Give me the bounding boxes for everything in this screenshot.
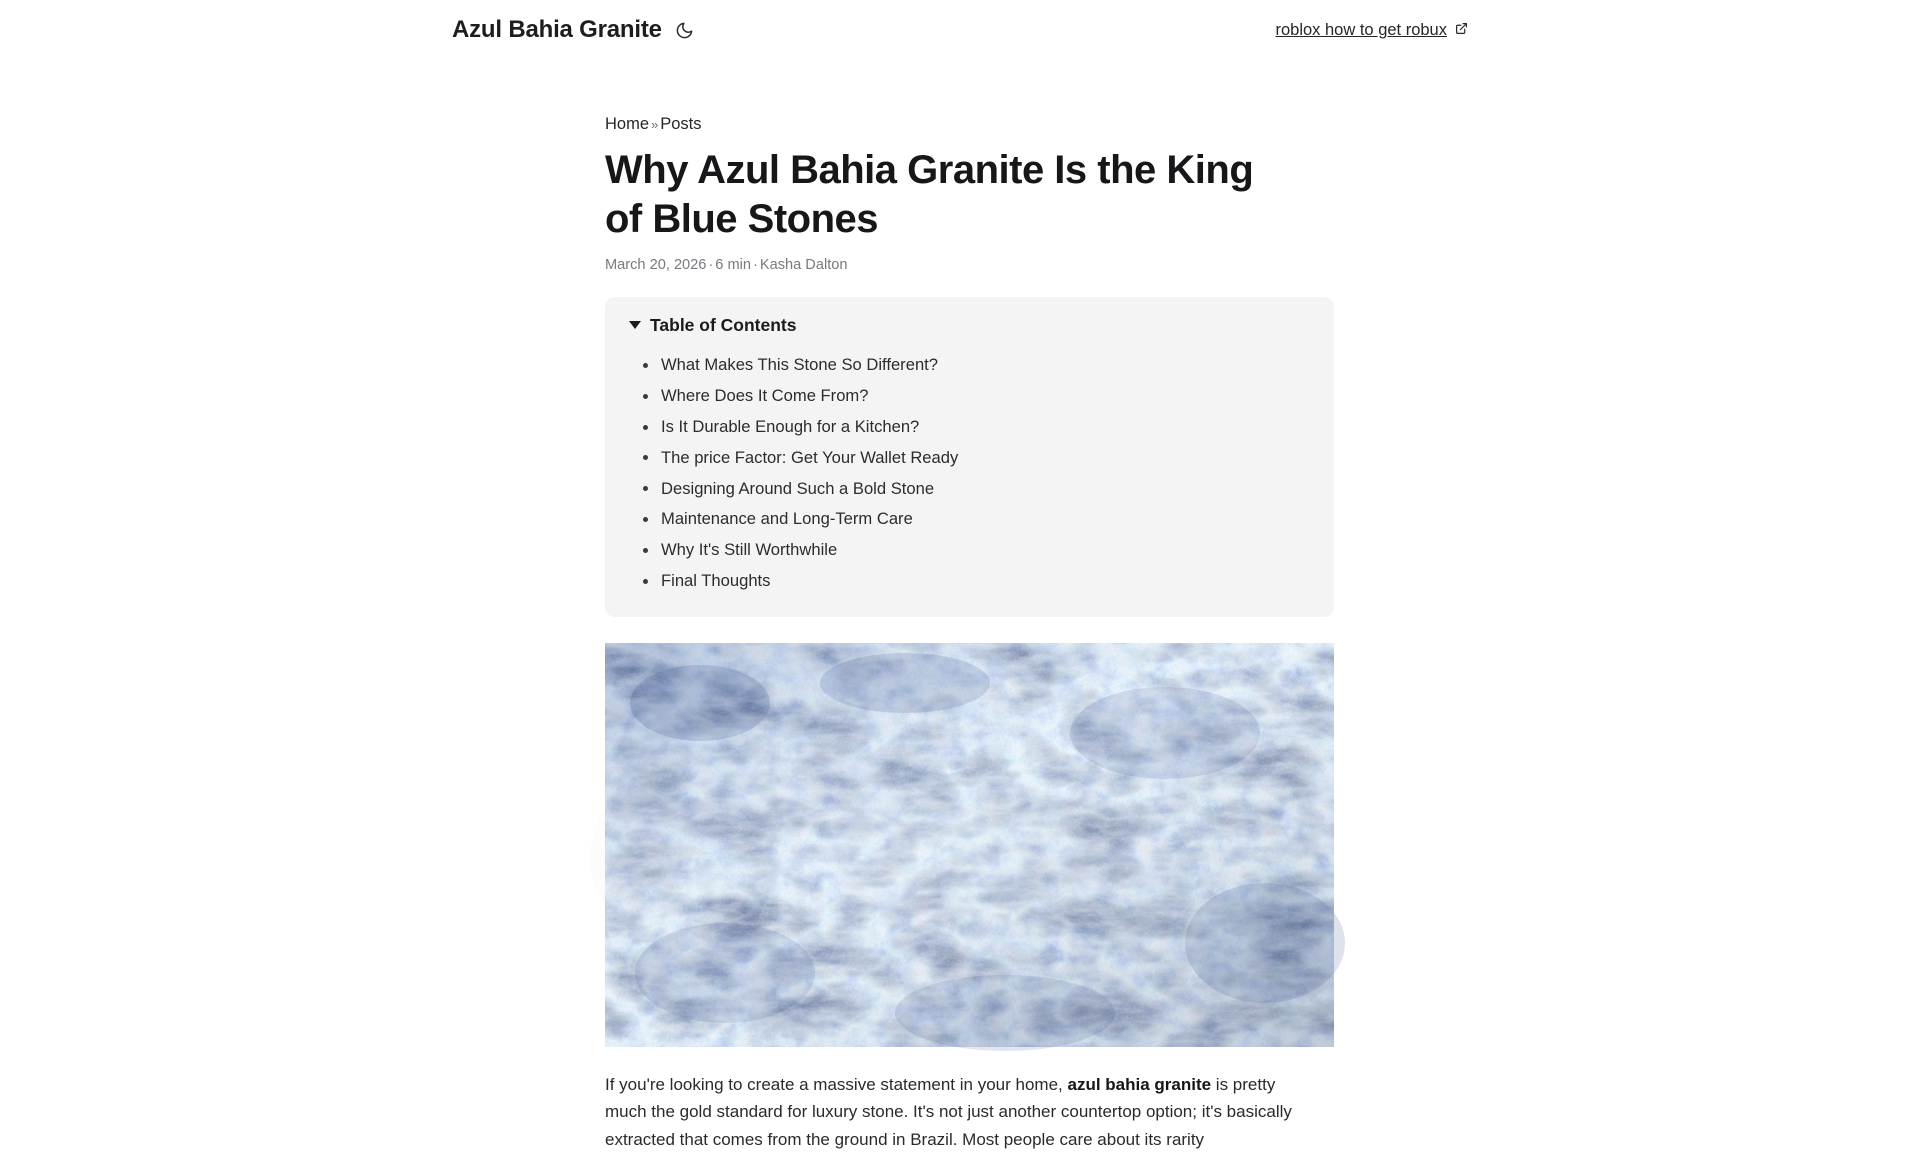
granite-texture-graphic (605, 643, 1334, 1047)
moon-icon[interactable] (675, 20, 695, 40)
list-item[interactable] (661, 504, 1312, 535)
list-item[interactable] (661, 381, 1312, 412)
hero-image (605, 643, 1334, 1047)
lead-text-part1: If you're looking to create a massive statement in your home, (605, 1074, 1068, 1094)
post-author: Kasha Dalton (759, 257, 848, 274)
list-item[interactable] (661, 442, 1312, 473)
toc-list (627, 350, 1312, 597)
post-read-time: 6 min (715, 257, 751, 274)
table-of-contents[interactable] (605, 297, 1334, 617)
breadcrumb (605, 115, 1334, 135)
lead-text-part2: is pretty much the gold standard for luxury stone. It's not just another countertop option; it's basically extracted that comes from the ground in Brazil. Most people care about its rarity (605, 1074, 1292, 1149)
toc-link[interactable]: Is It Durable Enough for a Kitchen? (661, 416, 920, 436)
lead-keyword: azul bahia granite (1067, 1074, 1212, 1094)
breadcrumb-separator: » (651, 117, 659, 132)
list-item[interactable] (661, 535, 1312, 566)
toc-link[interactable]: What Makes This Stone So Different? (661, 355, 939, 375)
toc-link[interactable]: Final Thoughts (661, 571, 771, 591)
external-link-icon[interactable] (1455, 22, 1468, 35)
external-promo-link[interactable]: roblox how to get robux (1275, 20, 1447, 39)
meta-separator-2: · (752, 257, 758, 274)
lead-paragraph (605, 1071, 1310, 1153)
list-item[interactable] (661, 350, 1312, 381)
page-container (0, 115, 1920, 1153)
post-date: March 20, 2026 (605, 257, 707, 274)
post-body (605, 1071, 1310, 1153)
list-item[interactable] (661, 473, 1312, 504)
site-header (0, 0, 1920, 60)
breadcrumb-posts[interactable]: Posts (660, 115, 702, 133)
toc-link[interactable]: Where Does It Come From? (661, 386, 869, 406)
header-right-group (1275, 22, 1468, 39)
list-item[interactable] (661, 566, 1312, 597)
toc-link[interactable]: Maintenance and Long-Term Care (661, 509, 913, 529)
article-content (605, 115, 1334, 1153)
triangle-down-icon (629, 321, 641, 329)
brand-group (452, 18, 695, 42)
breadcrumb-home[interactable]: Home (605, 115, 650, 133)
toc-link[interactable]: Designing Around Such a Bold Stone (661, 478, 935, 498)
page-title: Why Azul Bahia Granite Is the King of Blue Stones (605, 147, 1254, 241)
toc-heading: Table of Contents (650, 314, 797, 335)
site-brand-link[interactable]: Azul Bahia Granite (452, 16, 662, 43)
toc-link[interactable]: The price Factor: Get Your Wallet Ready (661, 447, 959, 467)
toc-link[interactable]: Why It's Still Worthwhile (661, 540, 838, 560)
toc-toggle-summary[interactable] (627, 315, 1312, 336)
post-meta (605, 257, 1334, 275)
list-item[interactable] (661, 412, 1312, 443)
meta-separator-1: · (708, 257, 714, 274)
